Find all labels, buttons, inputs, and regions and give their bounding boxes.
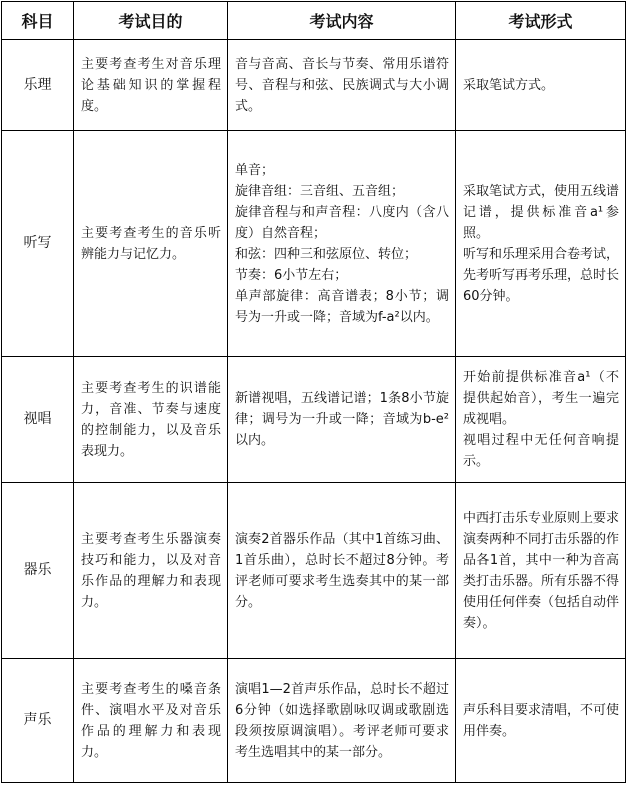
subject-cell: 听写 [2,131,74,357]
content-line: 单音； [235,162,275,178]
header-content: 考试内容 [228,2,456,40]
purpose-cell: 主要考查考生的嗓音条件、演唱水平及对音乐作品的理解力和表现力。 [74,659,228,783]
content-line: 演奏2首器乐作品（其中1首练习曲、1首乐曲），总时长不超过8分钟。考评老师可要求考生选奏其中的某一部分。 [235,531,449,610]
form-cell [456,40,626,131]
table-row [2,659,626,783]
subject-cell: 声乐 [2,659,74,783]
form-line: 视唱过程中无任何音响提示。 [463,433,619,469]
subject-cell: 乐理 [2,40,74,131]
purpose-cell: 主要考查考生对音乐理论基础知识的掌握程度。 [74,40,228,131]
content-cell [228,483,456,659]
purpose-cell: 主要考查考生的音乐听辨能力与记忆力。 [74,131,228,357]
purpose-cell: 主要考查考生的识谱能力，音准、节奏与速度的控制能力，以及音乐表现力。 [74,357,228,483]
header-subject: 科目 [2,2,74,40]
content-cell [228,131,456,357]
form-line: 声乐科目要求清唱，不可使用伴奏。 [463,702,620,739]
purpose-cell: 主要考查考生乐器演奏技巧和能力，以及对音乐作品的理解力和表现力。 [74,483,228,659]
table-header-row [2,2,626,40]
content-line: 新谱视唱，五线谱记谱；1条8小节旋律；调号为一升或一降；音域为b-e²以内。 [235,391,449,448]
form-line: 采取笔试方式，使用五线谱记谱，提供标准音a¹参照。 [463,183,620,241]
form-line: 采取笔试方式。 [463,77,555,93]
content-line: 旋律音组：三音组、五音组； [235,183,405,199]
table-row [2,357,626,483]
content-cell [228,40,456,131]
form-line: 听写和乐理采用合卷考试，先考听写再考乐理，总时长60分钟。 [463,246,620,304]
content-line: 单声部旋律：高音谱表；8小节；调号为一升或一降；音域为f-a²以内。 [235,288,449,325]
table-row [2,40,626,131]
form-line: 开始前提供标准音a¹（不提供起始音），考生一遍完成视唱。 [463,370,619,427]
form-cell [456,483,626,659]
form-line: 中西打击乐专业原则上要求演奏两种不同打击乐器的作品各1首，其中一种为音高类打击乐器。所有乐器不得使用任何伴奏（包括自动伴奏）。 [463,510,620,631]
content-line: 旋律音程与和声音程：八度内（含八度）自然音程； [235,204,449,241]
subject-cell: 器乐 [2,483,74,659]
table-row [2,131,626,357]
table-row [2,483,626,659]
exam-table [1,1,626,783]
subject-cell: 视唱 [2,357,74,483]
form-cell [456,659,626,783]
content-cell [228,659,456,783]
content-line: 和弦：四种三和弦原位、转位； [235,246,418,262]
header-purpose: 考试目的 [74,2,228,40]
content-line: 音与音高、音长与节奏、常用乐谱符号、音程与和弦、民族调式与大小调式。 [235,56,449,114]
content-line: 节奏：6小节左右； [235,267,348,283]
header-form: 考试形式 [456,2,626,40]
form-cell [456,131,626,357]
content-cell [228,357,456,483]
content-line: 演唱1—2首声乐作品，总时长不超过6分钟（如选择歌剧咏叹调或歌剧选段须按原调演唱）。考评老师可要求考生选唱其中的某一部分。 [235,681,449,760]
form-cell [456,357,626,483]
